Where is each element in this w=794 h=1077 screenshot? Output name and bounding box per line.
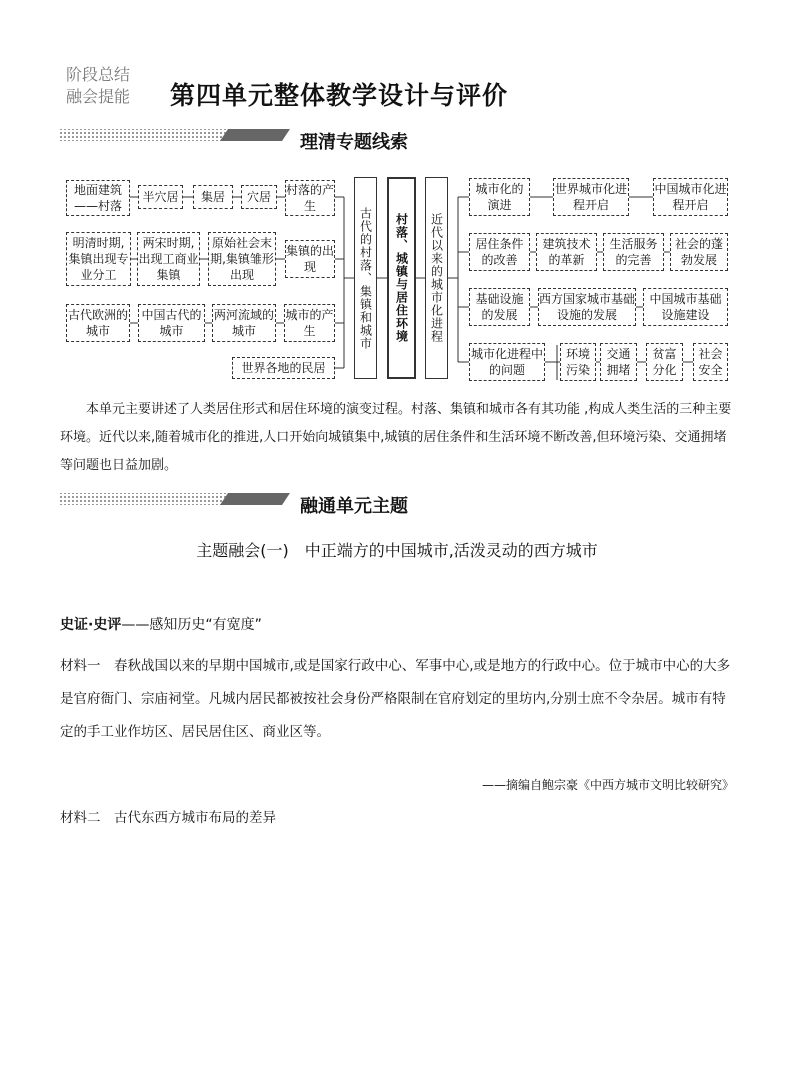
concept-diagram [0, 0, 794, 400]
diagram-box-group-living: 集居 [193, 185, 233, 209]
material-two: 材料二 古代东西方城市布局的差异 [60, 810, 276, 826]
material-one: 材料一 春秋战国以来的早期中国城市,或是国家行政中心、军事中心,或是地方的行政中心。位于城市中心的大多是官府衙门、宗庙祠堂。凡城内居民都被按社会身份严格限制在官府划定的里坊内,分别士庶不令杂居。城市有特定的手工业作坊区、居民居住区、商业区等。 [60, 658, 731, 740]
diagram-box-world-urbanization: 世界城市化进程开启 [553, 178, 629, 216]
diagram-box-pollution: 环境污染 [560, 343, 596, 381]
summary-paragraph: 本单元主要讲述了人类居住形式和居住环境的演变过程。村落、集镇和城市各有其功能 ,构成人类生活的三种主要环境。近代以来,随着城市化的推进,人口开始向城镇集中,城镇的居住条件和生活环境不断改善,但环境污染、交通拥堵等问题也日益加剧。 [60, 402, 732, 473]
diagram-box-primitive: 原始社会末期,集镇雏形出现 [208, 232, 276, 286]
sub-heading [60, 614, 262, 634]
diagram-box-ground-building: 地面建筑——村落 [66, 180, 130, 216]
stage-tag-line1: 阶段总结 [66, 65, 131, 84]
diagram-box-urbanization: 城市化的演进 [469, 178, 530, 216]
diagram-box-mesopotamia-city: 两河流域的城市 [212, 304, 276, 342]
diagram-box-town-origin: 集镇的出现 [285, 240, 335, 278]
diagram-box-cave: 穴居 [241, 185, 277, 209]
section-title-clues: 理清专题线索 [300, 132, 408, 153]
diagram-box-china-city: 中国古代的城市 [138, 304, 205, 342]
diagram-box-semi-cave: 半穴居 [138, 185, 183, 209]
diagram-vbox-center: 村落、城镇与居住环境 [387, 177, 416, 379]
diagram-vbox-modern: 近代以来的城市化进程 [425, 177, 448, 379]
diagram-vbox-ancient: 古代的村落、集镇和城市 [354, 177, 377, 379]
diagram-box-village-origin: 村落的产生 [285, 180, 335, 216]
diagram-box-society-dev: 社会的蓬勃发展 [670, 233, 728, 271]
diagram-box-china-urbanization: 中国城市化进程开启 [653, 178, 728, 216]
diagram-box-traffic: 交通拥堵 [600, 343, 637, 381]
section-divider-bar-2 [60, 492, 290, 506]
diagram-box-living-improve: 居住条件的改善 [469, 233, 530, 271]
sub-heading-rest: ——感知历史“有宽度” [121, 617, 262, 633]
diagram-box-europe-city: 古代欧洲的城市 [66, 304, 130, 342]
stage-tag-line2: 融会提能 [66, 87, 131, 106]
diagram-box-ming-qing: 明清时期,集镇出现专业分工 [66, 232, 131, 286]
diagram-box-social-safety: 社会安全 [693, 343, 728, 381]
diagram-box-urban-problems: 城市化进程中的问题 [469, 343, 545, 381]
diagram-box-west-infra: 西方国家城市基础设施的发展 [538, 288, 636, 326]
material-one-source: ——摘编自鲍宗豪《中西方城市文明比较研究》 [481, 778, 734, 792]
diagram-box-infrastructure: 基础设施的发展 [469, 288, 530, 326]
diagram-box-world-dwellings: 世界各地的民居 [232, 357, 335, 379]
theme-title: 主题融会(一) 中正端方的中国城市,活泼灵动的西方城市 [196, 541, 598, 560]
diagram-box-wealth-gap: 贫富分化 [646, 343, 683, 381]
section-title-theme: 融通单元主题 [300, 496, 408, 517]
diagram-box-building-tech: 建筑技术的革新 [536, 233, 597, 271]
diagram-box-life-service: 生活服务的完善 [603, 233, 664, 271]
page-title: 第四单元整体教学设计与评价 [170, 81, 509, 110]
sub-heading-bold: 史证·史评 [60, 617, 122, 633]
diagram-box-city-origin: 城市的产生 [284, 304, 335, 342]
diagram-box-china-infra: 中国城市基础设施建设 [643, 288, 728, 326]
diagram-box-song: 两宋时期,出现工商业集镇 [137, 232, 200, 286]
